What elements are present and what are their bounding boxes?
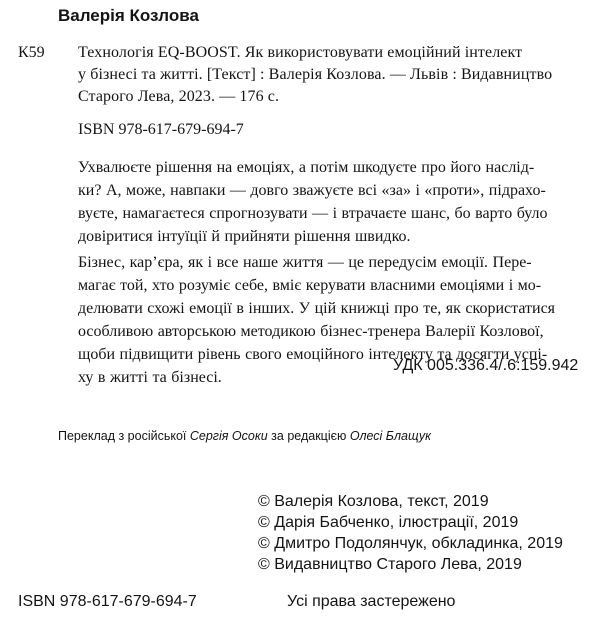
translation-credit	[58, 429, 431, 443]
paragraph-line: Ухвалюєте рішення на емоціях, а потім шкодуєте про його наслід-	[78, 159, 535, 176]
copyright-line: © Дмитро Подолянчук, обкладинка, 2019	[258, 535, 563, 552]
bibliographic-line: у бізнесі та житті. [Текст] : Валерія Козлова. — Львів : Видавництво	[78, 66, 553, 83]
paragraph-line: ху в житті та бізнесі.	[78, 369, 222, 386]
paragraph-line: особливою авторською методикою бізнес-тренера Валерії Козлової,	[78, 323, 544, 340]
bibliographic-line: Технологія EQ-BOOST. Як використовувати емоційний інтелект	[78, 44, 523, 61]
isbn-top: ISBN 978-617-679-694-7	[78, 121, 244, 138]
bibliographic-line: Старого Лева, 2023. — 176 с.	[78, 88, 280, 105]
translation-middle: за редакцією	[271, 429, 347, 443]
translator-name: Сергія Осоки	[189, 429, 268, 443]
paragraph-line: Бізнес, кар’єра, як і все наше життя — це передусім емоції. Пере-	[78, 254, 532, 271]
paragraph-line: щоби підвищити рівень свого емоційного інтелекту та досягти успі-	[78, 346, 548, 363]
paragraph-line: вуєте, намагаєтеся спрогнозувати — і втрачаєте шанс, бо варто було	[78, 205, 548, 222]
rights-reserved: Усі права застережено	[287, 593, 456, 610]
isbn-bottom: ISBN 978-617-679-694-7	[18, 593, 197, 610]
editor-name: Олесі Блащук	[349, 429, 432, 443]
author-name: Валерія Козлова	[58, 6, 199, 25]
paragraph-line: делювати схожі емоції в інших. У цій книжці про те, як скористатися	[78, 300, 556, 317]
translation-prefix: Переклад з російської	[58, 429, 187, 443]
copyright-line: © Видавництво Старого Лева, 2019	[258, 556, 522, 573]
paragraph-line: магає той, хто розуміє себе, вміє керувати власними емоціями і мо-	[78, 277, 542, 294]
udk-code: УДК 005.336.4/.6:159.942	[393, 357, 579, 374]
paragraph-line: довіритися інтуїції й прийняти рішення швидко.	[78, 228, 411, 245]
library-code: К59	[18, 44, 45, 61]
copyright-line: © Дарія Бабченко, ілюстрації, 2019	[258, 514, 519, 531]
paragraph-line: ки? А, може, навпаки — довго зважуєте всі «за» і «проти», підрахо-	[78, 182, 546, 199]
copyright-line: © Валерія Козлова, текст, 2019	[258, 493, 489, 510]
